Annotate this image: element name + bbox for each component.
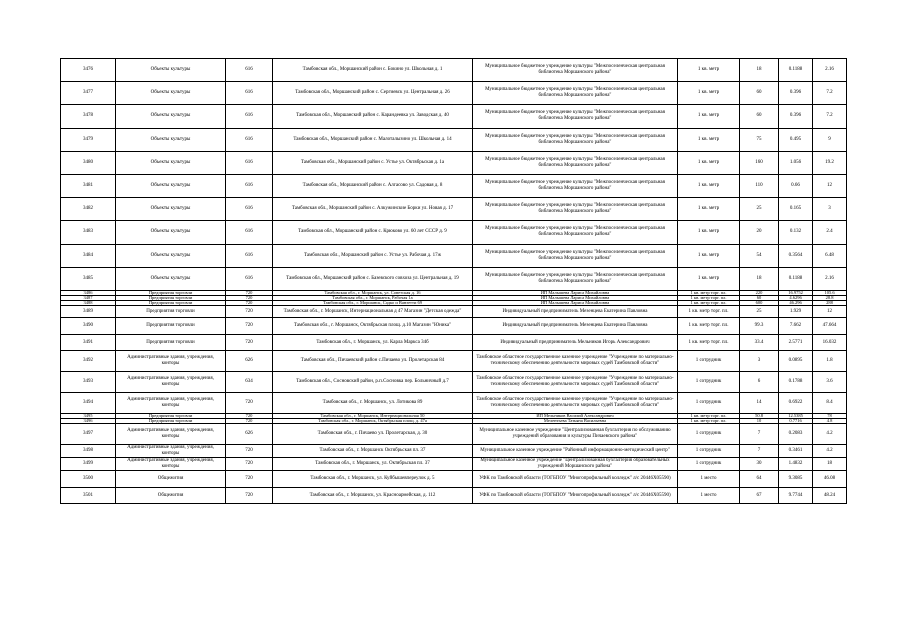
norm-cell: 1.056 [779,151,813,174]
row-number-cell: 3501 [61,487,116,504]
row-number-cell: 3498 [61,445,116,458]
organization-cell: ИП Малышева Лариса Михайловна [473,290,678,295]
category-cell: Предприятия торговли [116,334,226,351]
unit-cell: 1 сотрудник [678,393,740,414]
organization-cell: Индивидуальный предприниматель Мезенцева Екатерина Павловна [473,318,678,335]
code-cell: 720 [226,487,273,504]
table-row [61,471,847,488]
unit-cell: 1 кв. метр [678,174,740,197]
row-number-cell: 3482 [61,198,116,221]
norm-cell: 0.1188 [779,267,813,290]
quantity-cell: 25 [740,305,779,317]
quantity-cell: 3 [740,351,779,372]
waste-norms-table [60,58,847,504]
table-row [61,267,847,290]
category-cell: Общежития [116,487,226,504]
norm-cell: 0.3461 [779,445,813,458]
row-number-cell: 3476 [61,59,116,82]
unit-cell: 1 кв. метр [678,82,740,105]
row-number-cell: 3491 [61,334,116,351]
volume-cell: 46.08 [813,471,847,488]
table-row [61,393,847,414]
unit-cell: 1 кв. метр торг. пл. [678,414,740,419]
row-number-cell: 3477 [61,82,116,105]
code-cell: 616 [226,151,273,174]
table-row [61,445,847,458]
address-cell: Тамбовская обл., г. Моршанск Октябрьская пл. 37 [273,445,473,458]
code-cell: 720 [226,305,273,317]
organization-cell: Муниципальное бюджетное учреждение культуры "Межпоселенческая центральная библиотека Моршанского района" [473,198,678,221]
quantity-cell: 60 [740,105,779,128]
quantity-cell: 50.8 [740,414,779,419]
quantity-cell: 60 [740,82,779,105]
row-number-cell: 3489 [61,305,116,317]
norm-cell: 0.396 [779,82,813,105]
volume-cell: 288 [813,300,847,305]
unit-cell: 1 кв. метр [678,244,740,267]
norm-cell: 0.165 [779,198,813,221]
volume-cell: 12 [813,174,847,197]
table-row [61,305,847,317]
norm-cell: 9.3085 [779,471,813,488]
code-cell: 616 [226,105,273,128]
category-cell: Объекты культуры [116,59,226,82]
table-row [61,424,847,445]
volume-cell: 8.4 [813,393,847,414]
row-number-cell: 3486 [61,290,116,295]
volume-cell: 7.2 [813,82,847,105]
category-cell: Предприятия торговли [116,318,226,335]
norm-cell: 7.662 [779,318,813,335]
volume-cell: 12 [813,305,847,317]
organization-cell: Муниципальное казенное учреждение "Районный информационно-методический центр" [473,445,678,458]
unit-cell: 1 кв. метр торг. пл. [678,295,740,300]
organization-cell: Мелентьева Татьяна Васильевна [473,419,678,424]
table-row [61,198,847,221]
unit-cell: 1 кв. метр торг. пл. [678,300,740,305]
quantity-cell: 160 [740,151,779,174]
row-number-cell: 3485 [61,267,116,290]
quantity-cell: 110 [740,174,779,197]
quantity-cell: 600 [740,300,779,305]
norm-cell: 0.396 [779,105,813,128]
quantity-cell: 33.4 [740,334,779,351]
code-cell: 720 [226,419,273,424]
table-row [61,318,847,335]
quantity-cell: 18 [740,59,779,82]
category-cell: Предприятия торговли [116,414,226,419]
organization-cell: Индивидуальный предприниматель Мельников Игорь Александрович [473,334,678,351]
volume-cell: 4.8 [813,419,847,424]
category-cell: Предприятия торговли [116,295,226,300]
code-cell: 616 [226,174,273,197]
organization-cell: ИП Мельников Василий Александрович [473,414,678,419]
norm-cell: 46.296 [779,300,813,305]
organization-cell: Муниципальное бюджетное учреждение культуры "Межпоселенческая центральная библиотека Моршанского района" [473,221,678,244]
table-row [61,128,847,151]
code-cell: 720 [226,318,273,335]
table-row [61,151,847,174]
code-cell: 616 [226,128,273,151]
row-number-cell: 3500 [61,471,116,488]
unit-cell: 1 сотрудник [678,458,740,471]
unit-cell: 1 кв. метр [678,198,740,221]
unit-cell: 1 кв. метр торг. пл. [678,318,740,335]
quantity-cell: 7 [740,424,779,445]
organization-cell: Муниципальное бюджетное учреждение культуры "Межпоселенческая центральная библиотека Моршанского района" [473,244,678,267]
quantity-cell: 99.3 [740,318,779,335]
code-cell: 720 [226,334,273,351]
category-cell: Предприятия торговли [116,305,226,317]
code-cell: 634 [226,372,273,393]
unit-cell: 1 кв. метр [678,105,740,128]
organization-cell: Муниципальное бюджетное учреждение культуры "Межпоселенческая центральная библиотека Моршанского района" [473,151,678,174]
norm-cell: 0.66 [779,174,813,197]
quantity-cell: 30 [740,458,779,471]
volume-cell: 3.6 [813,372,847,393]
volume-cell: 7.2 [813,105,847,128]
address-cell: Тамбовская обл., Моршанский район с. Алгасово ул. Садовая д. 8 [273,174,473,197]
category-cell: Объекты культуры [116,128,226,151]
category-cell: Объекты культуры [116,174,226,197]
unit-cell: 1 кв. метр [678,221,740,244]
address-cell: Тамбовская обл., г. Моршанск, Интернациональная 50 [273,414,473,419]
quantity-cell: 60 [740,295,779,300]
row-number-cell: 3496 [61,419,116,424]
organization-cell: Муниципальное казенное учреждение "Централизованная бухгалтерия образовательных учреждений Моршанского района" [473,458,678,471]
norm-cell: 0.3564 [779,244,813,267]
norm-cell: 12.5385 [779,414,813,419]
quantity-cell: 20 [740,221,779,244]
code-cell: 616 [226,82,273,105]
norm-cell: 0.495 [779,128,813,151]
volume-cell: 6.48 [813,244,847,267]
address-cell: Тамбовская обл., Моршанский район с. Малоталызино ул. Школьная д. 14 [273,128,473,151]
code-cell: 626 [226,351,273,372]
address-cell: Тамбовская обл., г. Моршанск, Рабочая 1а [273,295,473,300]
norm-cell: 1.929 [779,305,813,317]
norm-cell: 1.4832 [779,458,813,471]
unit-cell: 1 место [678,487,740,504]
row-number-cell: 3484 [61,244,116,267]
table-row [61,59,847,82]
category-cell: Предприятия торговли [116,419,226,424]
address-cell: Тамбовская обл., Моршанский район с. Карандеевка ул. Заводская д. 40 [273,105,473,128]
category-cell: Предприятия торговли [116,290,226,295]
norm-cell: 9.7744 [779,487,813,504]
address-cell: Тамбовская обл., Моршанский район с. Устье ул. Октябрьская д. 1а [273,151,473,174]
norm-cell: 2.5771 [779,334,813,351]
unit-cell: 1 сотрудник [678,351,740,372]
address-cell: Тамбовская обл., г. Моршанск, ул. Карла Маркса 34б [273,334,473,351]
quantity-cell: 18 [740,267,779,290]
quantity-cell: 25 [740,198,779,221]
table-row [61,372,847,393]
organization-cell: Муниципальное бюджетное учреждение культуры "Межпоселенческая центральная библиотека Моршанского района" [473,82,678,105]
address-cell: Тамбовская обл., Моршанский район с. Алкужинские Борки ул. Новая д. 17 [273,198,473,221]
category-cell: Объекты культуры [116,244,226,267]
row-number-cell: 3494 [61,393,116,414]
quantity-cell: 67 [740,487,779,504]
category-cell: Предприятия торговли [116,300,226,305]
category-cell: Объекты культуры [116,221,226,244]
norm-cell: 0.132 [779,221,813,244]
code-cell: 616 [226,198,273,221]
norm-cell: 0.1188 [779,59,813,82]
table-row [61,334,847,351]
category-cell: Объекты культуры [116,151,226,174]
volume-cell: 3 [813,198,847,221]
row-number-cell: 3497 [61,424,116,445]
volume-cell: 47.664 [813,318,847,335]
code-cell: 720 [226,295,273,300]
address-cell: Тамбовская обл., Моршанский район с. Базевского совхоза ул. Центральная д. 19 [273,267,473,290]
organization-cell: Муниципальное бюджетное учреждение культуры "Межпоселенческая центральная библиотека Моршанского района" [473,59,678,82]
document-page [60,58,846,504]
quantity-cell: 14 [740,393,779,414]
organization-cell: Индивидуальный предприниматель Мезенцева Екатерина Павловна [473,305,678,317]
table-row [61,487,847,504]
table-row [61,82,847,105]
volume-cell: 16.032 [813,334,847,351]
volume-cell: 78 [813,414,847,419]
row-number-cell: 3492 [61,351,116,372]
code-cell: 616 [226,59,273,82]
volume-cell: 18 [813,458,847,471]
volume-cell: 1.8 [813,351,847,372]
row-number-cell: 3488 [61,300,116,305]
address-cell: Тамбовская обл., г. Моршанск, Октябрьская площ. д. 47а [273,419,473,424]
organization-cell: Тамбовское областное государственное казенное учреждение "Учреждение по материально-техническому обеспечению деятельности мировых судей Тамбовской области" [473,393,678,414]
organization-cell: Муниципальное бюджетное учреждение культуры "Межпоселенческая центральная библиотека Моршанского района" [473,128,678,151]
address-cell: Тамбовская обл., Сосновский район, р.п.Сосновка пер. Больничный д.7 [273,372,473,393]
category-cell: Административные здания, учреждения, конторы [116,351,226,372]
address-cell: Тамбовская обл., Моршанский район с. Сергиевск ул. Центральная д. 26 [273,82,473,105]
code-cell: 720 [226,445,273,458]
row-number-cell: 3479 [61,128,116,151]
address-cell: Тамбовская обл., г. Моршанск, ул. Лотикова 89 [273,393,473,414]
code-cell: 720 [226,458,273,471]
quantity-cell: 75 [740,128,779,151]
row-number-cell: 3499 [61,458,116,471]
norm-cell: 0.0895 [779,351,813,372]
code-cell: 626 [226,424,273,445]
address-cell: Тамбовская обл., Моршанский район с. Бокино ул. Школьная д. 1 [273,59,473,82]
category-cell: Объекты культуры [116,82,226,105]
organization-cell: Муниципальное бюджетное учреждение культуры "Межпоселенческая центральная библиотека Моршанского района" [473,174,678,197]
unit-cell: 1 кв. метр торг. пл. [678,334,740,351]
volume-cell: 105.6 [813,290,847,295]
quantity-cell: 6 [740,372,779,393]
address-cell: Тамбовская обл., г. Моршанск, Интернациональная д 47 Магазин "Детская одежда" [273,305,473,317]
category-cell: Административные здания, учреждения, конторы [116,424,226,445]
unit-cell: 1 кв. метр торг. пл. [678,419,740,424]
norm-cell: 0.2083 [779,424,813,445]
code-cell: 720 [226,290,273,295]
row-number-cell: 3483 [61,221,116,244]
organization-cell: Муниципальное бюджетное учреждение культуры "Межпоселенческая центральная библиотека Моршанского района" [473,105,678,128]
table-row [61,105,847,128]
address-cell: Тамбовская обл., г. Моршанск, ул. Советская д. 16 [273,290,473,295]
unit-cell: 1 кв. метр [678,59,740,82]
organization-cell: Тамбовское областное государственное казенное учреждение "Учреждение по материально-техническому обеспечению деятельности мировых судей Тамбовской области" [473,372,678,393]
address-cell: Тамбовская обл., г. Моршанск, ул. Красноармейская, д. 112 [273,487,473,504]
organization-cell: Муниципальное казенное учреждение "Централизованная бухгалтерия по обслуживанию учреждений образования и культуры Пичаевского района" [473,424,678,445]
norm-cell: 0.7716 [779,419,813,424]
organization-cell: ИП Малышева Лариса Михайловна [473,295,678,300]
table-body [61,59,847,504]
code-cell: 720 [226,414,273,419]
unit-cell: 1 место [678,471,740,488]
row-number-cell: 3478 [61,105,116,128]
unit-cell: 1 сотрудник [678,424,740,445]
code-cell: 616 [226,244,273,267]
volume-cell: 9 [813,128,847,151]
organization-cell: Тамбовское областное государственное казенное учреждение "Учреждение по материально-техническому обеспечению деятельности мировых судей Тамбовской области" [473,351,678,372]
category-cell: Общежития [116,471,226,488]
address-cell: Тамбовская обл., Пичаевский район с.Пичаево ул. Пролетарская 84 [273,351,473,372]
unit-cell: 1 кв. метр [678,128,740,151]
row-number-cell: 3481 [61,174,116,197]
address-cell: Тамбовская обл., Моршанский район с. Устье ул. Рабочая д. 17ж [273,244,473,267]
table-row [61,174,847,197]
quantity-cell: 7 [740,445,779,458]
unit-cell: 1 сотрудник [678,445,740,458]
quantity-cell: 220 [740,290,779,295]
quantity-cell: 10 [740,419,779,424]
category-cell: Объекты культуры [116,267,226,290]
norm-cell: 16.9752 [779,290,813,295]
category-cell: Административные здания, учреждения, конторы [116,372,226,393]
row-number-cell: 3487 [61,295,116,300]
volume-cell: 48.24 [813,487,847,504]
category-cell: Объекты культуры [116,105,226,128]
table-row [61,221,847,244]
organization-cell: УФК по Тамбовской области (ТОГБПОУ "Многопрофильный колледж" л/с 20446Х05590) [473,487,678,504]
address-cell: Тамбовская обл., г. Моршанск, ул. Куйбышевпереулок д. 5 [273,471,473,488]
volume-cell: 28.8 [813,295,847,300]
row-number-cell: 3480 [61,151,116,174]
volume-cell: 2.16 [813,267,847,290]
table-row [61,244,847,267]
table-row [61,458,847,471]
code-cell: 616 [226,221,273,244]
code-cell: 616 [226,267,273,290]
address-cell: Тамбовская обл., г. Моршанск, Садко и Ванзетти 69 [273,300,473,305]
norm-cell: 4.6296 [779,295,813,300]
unit-cell: 1 кв. метр [678,151,740,174]
volume-cell: 4.2 [813,424,847,445]
volume-cell: 2.16 [813,59,847,82]
address-cell: Тамбовская обл., г. Моршанск, ул. Октябрьская пл. 37 [273,458,473,471]
code-cell: 720 [226,300,273,305]
row-number-cell: 3490 [61,318,116,335]
volume-cell: 19.2 [813,151,847,174]
unit-cell: 1 кв. метр торг. пл. [678,305,740,317]
address-cell: Тамбовская обл., г. Пичаево ул. Пролетарская, д. 30 [273,424,473,445]
category-cell: Объекты культуры [116,198,226,221]
category-cell: Административные здания, учреждения, конторы [116,445,226,458]
organization-cell: УФК по Тамбовской области (ТОГБПОУ "Многопрофильный колледж" л/с 20446Х05590) [473,471,678,488]
unit-cell: 1 кв. метр торг. пл. [678,290,740,295]
table-row [61,351,847,372]
code-cell: 720 [226,393,273,414]
quantity-cell: 54 [740,244,779,267]
volume-cell: 2.4 [813,221,847,244]
code-cell: 720 [226,471,273,488]
norm-cell: 0.1788 [779,372,813,393]
volume-cell: 4.2 [813,445,847,458]
organization-cell: Муниципальное бюджетное учреждение культуры "Межпоселенческая центральная библиотека Моршанского района" [473,267,678,290]
norm-cell: 0.6922 [779,393,813,414]
address-cell: Тамбовская обл., г. Моршанск, Октябрьская площ. д.10 Магазин "Юника" [273,318,473,335]
unit-cell: 1 кв. метр [678,267,740,290]
row-number-cell: 3495 [61,414,116,419]
category-cell: Административные здания, учреждения, конторы [116,458,226,471]
row-number-cell: 3493 [61,372,116,393]
address-cell: Тамбовская обл., Моршанский район с. Крюково ул. 60 лет СССР д. 9 [273,221,473,244]
organization-cell: ИП Малышева Лариса Михайловна [473,300,678,305]
category-cell: Административные здания, учреждения, конторы [116,393,226,414]
quantity-cell: 64 [740,471,779,488]
unit-cell: 1 сотрудник [678,372,740,393]
